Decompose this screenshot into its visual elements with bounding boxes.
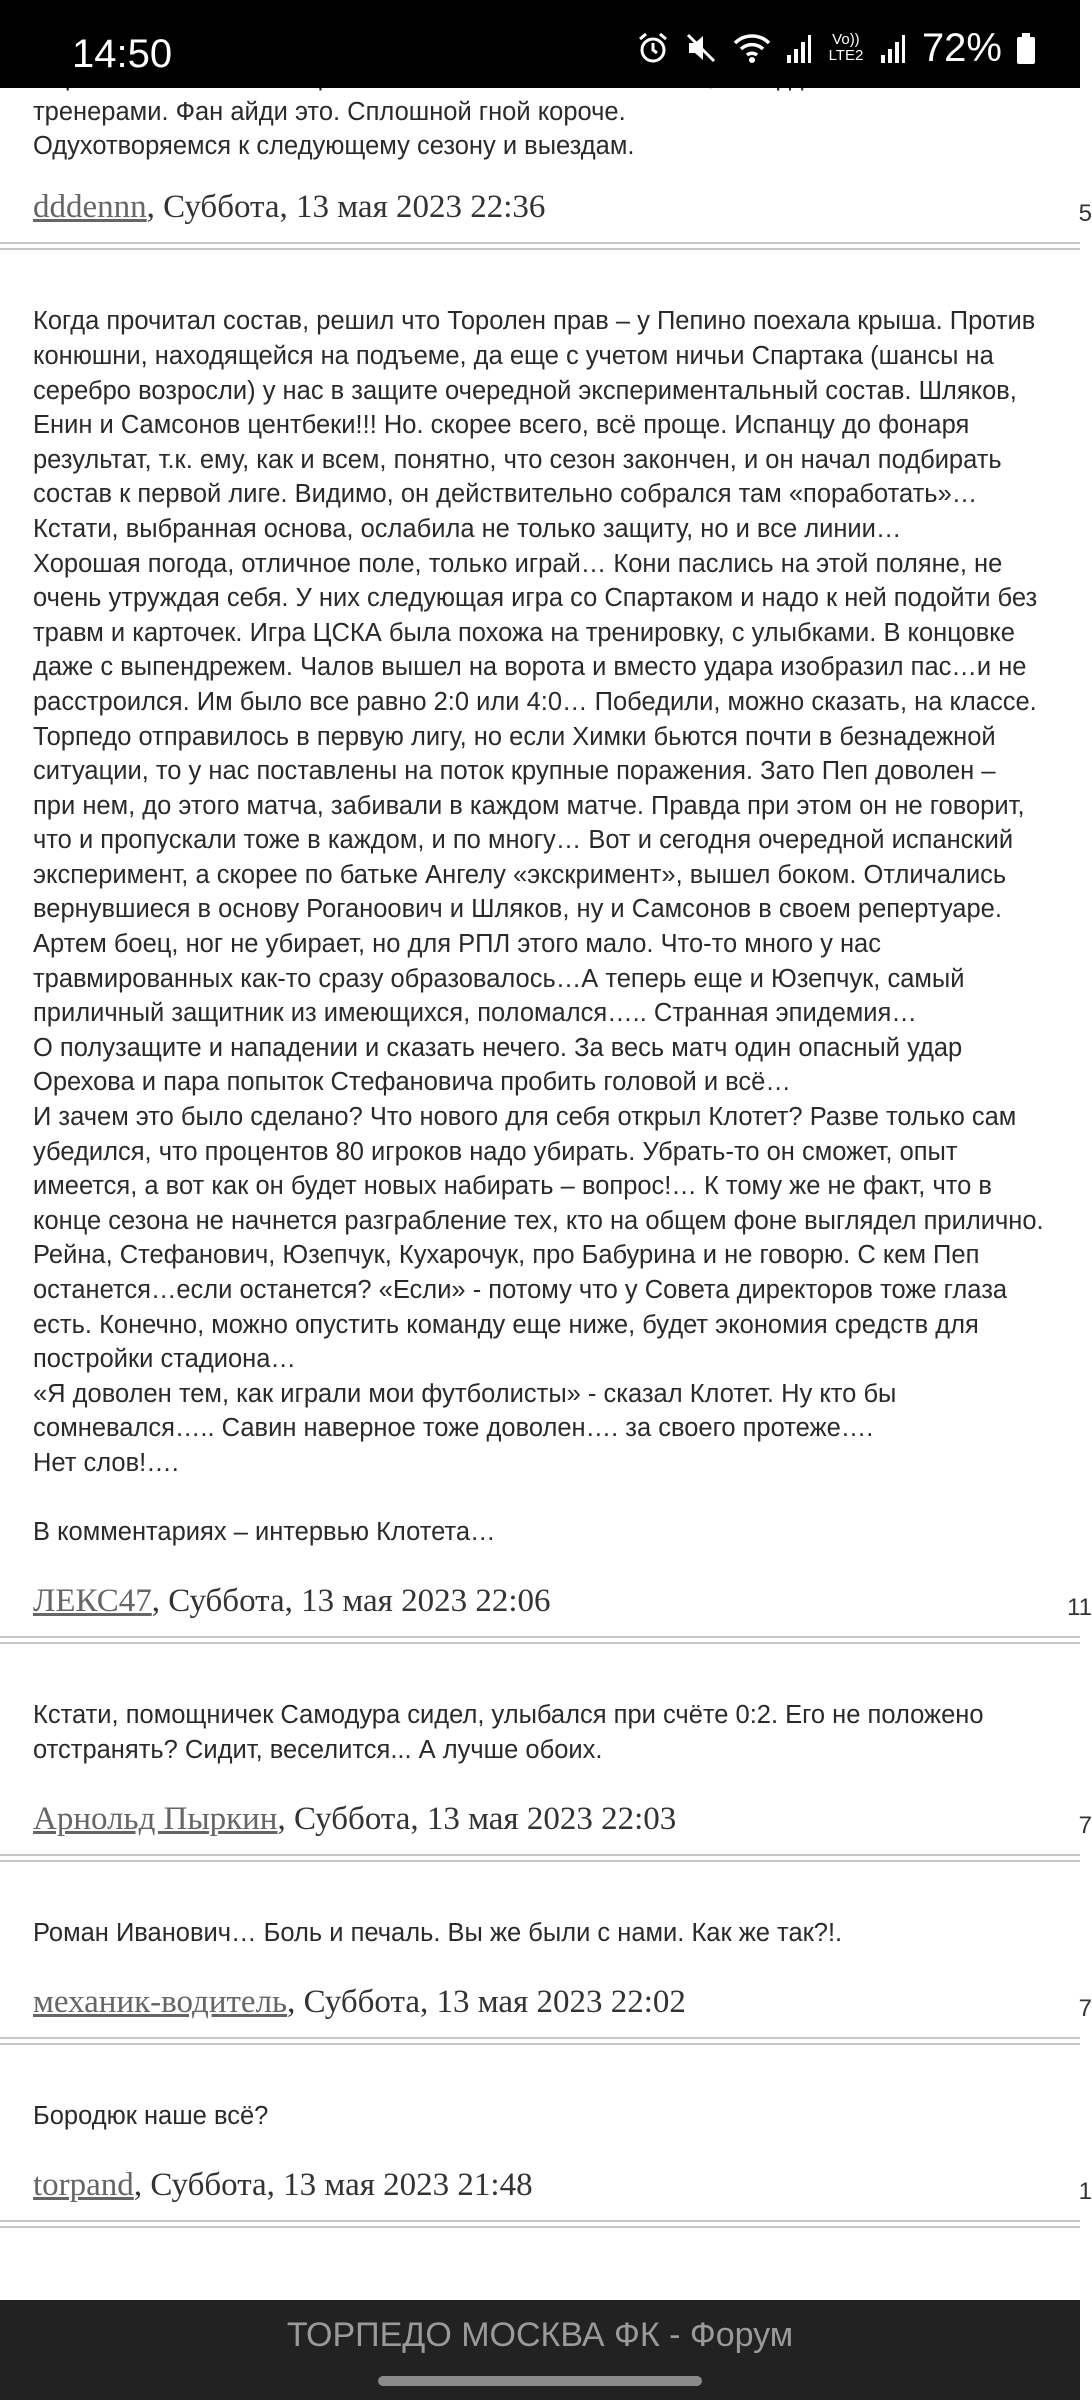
signal-icon (880, 31, 906, 65)
wifi-icon (732, 31, 772, 65)
post-text-line: вернувшиеся в основу Роганоович и Шляков, ну и Самсонов в своем репертуаре. (33, 895, 1002, 924)
battery-percent: 72% (921, 25, 1002, 70)
post-text-line: травмированных как-то сразу образовалось…А теперь еще и Юзепчук, самый (33, 964, 965, 993)
post-text-line: Одухотворяемся к следующему сезону и выездам. (33, 132, 635, 161)
post-text-line: Артем боец, ног не убирает, но для РПЛ этого мало. Что-то много у нас (33, 930, 881, 959)
post-divider (0, 238, 1080, 252)
post-text-line: И зачем это было сделано? Что нового для себя открыл Клотет? Разве только сам (33, 1103, 1017, 1132)
post-text-line: травм и карточек. Игра ЦСКА была похожа на тренировку, с улыбками. В концовке (33, 618, 1015, 647)
post-text-line (33, 1882, 1080, 1917)
post-text-line (33, 270, 1080, 305)
post-author-link[interactable]: Арнольд Пыркин (33, 1801, 278, 1838)
battery-icon (1016, 31, 1036, 65)
post-body (0, 270, 1080, 1550)
forum-post (0, 60, 1092, 270)
post-author-link[interactable]: ЛЕКС47 (33, 1583, 152, 1620)
volte-lte2-icon: Vo)) LTE2 (828, 31, 864, 64)
post-text-line (33, 1664, 1080, 1699)
post-spacer (0, 1864, 1080, 1882)
post-text-line: постройки стадиона… (33, 1345, 296, 1374)
post-text-line: отстранять? Сидит, веселится... А лучше обоих. (33, 1735, 603, 1764)
post-rating[interactable]: 5 (1078, 199, 1092, 227)
post-rating[interactable]: 7 (1078, 1994, 1092, 2022)
post-divider (0, 2033, 1080, 2047)
post-text-line: конюшни, находящейся на подъеме, да еще с учетом ничьи Спартака (шансы на (33, 341, 994, 370)
post-meta (0, 2156, 1092, 2216)
post-text-line: серебро возросли) у нас в защите очередной экспериментальный состав. Шляков, (33, 376, 1017, 405)
bottom-bar (0, 2300, 1080, 2400)
post-meta (0, 1790, 1092, 1850)
post-text-line: Когда прочитал состав, решил что Торолен прав – у Пепино поехала крыша. Против (33, 307, 1036, 336)
forum-post (0, 1664, 1092, 1882)
post-divider (0, 2216, 1080, 2230)
post-text-line: Кстати, выбранная основа, ослабила не только защиту, но и все линии… (33, 514, 902, 543)
post-body (0, 2065, 1080, 2134)
post-spacer (0, 2230, 1080, 2248)
site-title: ТОРПЕДО МОСКВА ФК - Форум (286, 2316, 794, 2354)
post-author-link[interactable]: dddennn (33, 189, 147, 226)
post-text-line: Кстати, помощничек Самодура сидел, улыбался при счёте 0:2. Его не положено (33, 1701, 984, 1730)
post-text-line: О полузащите и нападении и сказать нечего. За весь матч один опасный удар (33, 1033, 963, 1062)
forum-feed[interactable] (0, 88, 1092, 2300)
post-text-line: очень утруждая себя. У них следующая игра со Спартаком и надо к ней подойти без (33, 584, 1038, 613)
post-date: , Суббота, 13 мая 2023 21:48 (133, 2167, 533, 2204)
post-date: , Суббота, 13 мая 2023 22:03 (277, 1801, 677, 1838)
post-meta (0, 178, 1092, 238)
post-text-line: останется…если останется? «Если» - потому что у Совета директоров тоже глаза (33, 1276, 1008, 1304)
post-text-line (33, 1481, 1080, 1516)
post-text-line: приличный защитник из имеющихся, поломался….. Странная эпидемия… (33, 999, 917, 1028)
post-meta (0, 1572, 1092, 1632)
post-text-line: при нем, до этого матча, забивали в каждом матче. Правда при этом он не говорит, (33, 791, 1025, 820)
post-text-line: тренерами. Фан айди это. Сплошной гной короче. (33, 97, 626, 126)
post-text-line: имеется, а вот как он будет новых набирать – вопрос!… К тому же не факт, что в (33, 1172, 992, 1201)
post-spacer (0, 1646, 1080, 1664)
post-date: , Суббота, 13 мая 2023 22:36 (146, 189, 546, 226)
post-text-line: убедился, что процентов 80 игроков надо убирать. Убрать-то он сможет, опыт (33, 1137, 958, 1166)
post-divider (0, 1850, 1080, 1864)
post-rating[interactable]: 1 (1078, 2177, 1092, 2205)
alarm-icon (636, 31, 670, 65)
forum-post (0, 270, 1092, 1664)
post-text-line: эксперимент, а скорее по батьке Ангелу «экскримент», вышел боком. Отличались (33, 860, 1007, 889)
signal-icon (786, 31, 812, 65)
post-body (0, 1664, 1080, 1768)
post-text-line: Орехова и пара попыток Стефановича пробить головой и всё… (33, 1068, 791, 1097)
post-text-line: Енин и Самсонов центбеки!!! Но. скорее всего, всё проще. Испанцу до фонаря (33, 411, 970, 440)
mute-icon (684, 31, 718, 65)
post-date: , Суббота, 13 мая 2023 22:02 (287, 1984, 686, 2021)
post-rating[interactable]: 7 (1078, 1811, 1092, 1839)
status-bar (0, 0, 1080, 88)
post-rating[interactable]: 11 (1067, 1593, 1092, 1621)
post-text-line: конце сезона не начнется разграбление тех, кто на общем фоне выглядел прилично. (33, 1206, 1044, 1235)
post-text-line: «Я доволен тем, как играли мои футболисты» - сказал Клотет. Ну кто бы (33, 1379, 897, 1408)
post-text-line: что и пропускали тоже в каждом, и по многу… Вот и сегодня очередной испанский (33, 826, 1014, 855)
post-body (0, 1882, 1080, 1951)
forum-post (0, 1882, 1092, 2065)
forum-post (0, 2065, 1092, 2248)
status-icons (636, 26, 1036, 70)
post-text-line (33, 2065, 1080, 2100)
post-text-line: даже с выпендрежем. Чалов вышел на ворота и вместо удара изобразил пас…и не (33, 653, 1027, 682)
post-date: , Суббота, 13 мая 2023 22:06 (151, 1583, 551, 1620)
post-text-line: Роман Иванович… Боль и печаль. Вы же были с нами. Как же так?!. (33, 1919, 843, 1948)
post-text-line: сомневался….. Савин наверное тоже доволен…. за своего протеже…. (33, 1414, 874, 1443)
post-text-line: расстроился. Им было все равно 2:0 или 4:0… Победили, можно сказать, на классе. (33, 687, 1037, 716)
post-author-link[interactable]: torpand (33, 2167, 134, 2204)
post-text-line: Бородюк наше всё? (33, 2102, 269, 2131)
post-text-line: Хорошая погода, отличное поле, только играй… Кони паслись на этой поляне, не (33, 549, 1003, 578)
feed-list (0, 60, 1092, 2248)
post-spacer (0, 252, 1080, 270)
post-text-line: есть. Конечно, можно опустить команду еще ниже, будет экономия средств для (33, 1310, 979, 1339)
gesture-handle[interactable] (378, 2376, 702, 2386)
post-text-line: результат, т.к. ему, как и всем, понятно, что сезон закончен, и он начал подбирать (33, 445, 1002, 474)
status-time: 14:50 (72, 32, 173, 76)
post-author-link[interactable]: механик-водитель (33, 1984, 288, 2021)
post-text-line: состав к первой лиге. Видимо, он действительно собрался там «поработать»… (33, 480, 978, 509)
post-divider (0, 1632, 1080, 1646)
post-text-line: В комментариях – интервью Клотета… (33, 1518, 496, 1547)
post-text-line: Рейна, Стефанович, Юзепчук, Кухарочук, про Бабурина и не говорю. С кем Пеп (33, 1241, 980, 1270)
post-meta (0, 1973, 1092, 2033)
post-spacer (0, 2047, 1080, 2065)
post-text-line: ситуации, то у нас поставлены на поток крупные поражения. Зато Пеп доволен – (33, 757, 996, 786)
post-text-line: Торпедо отправилось в первую лигу, но если Химки бьются почти в безнадежной (33, 722, 996, 751)
post-text-line: Нет слов!…. (33, 1448, 179, 1477)
